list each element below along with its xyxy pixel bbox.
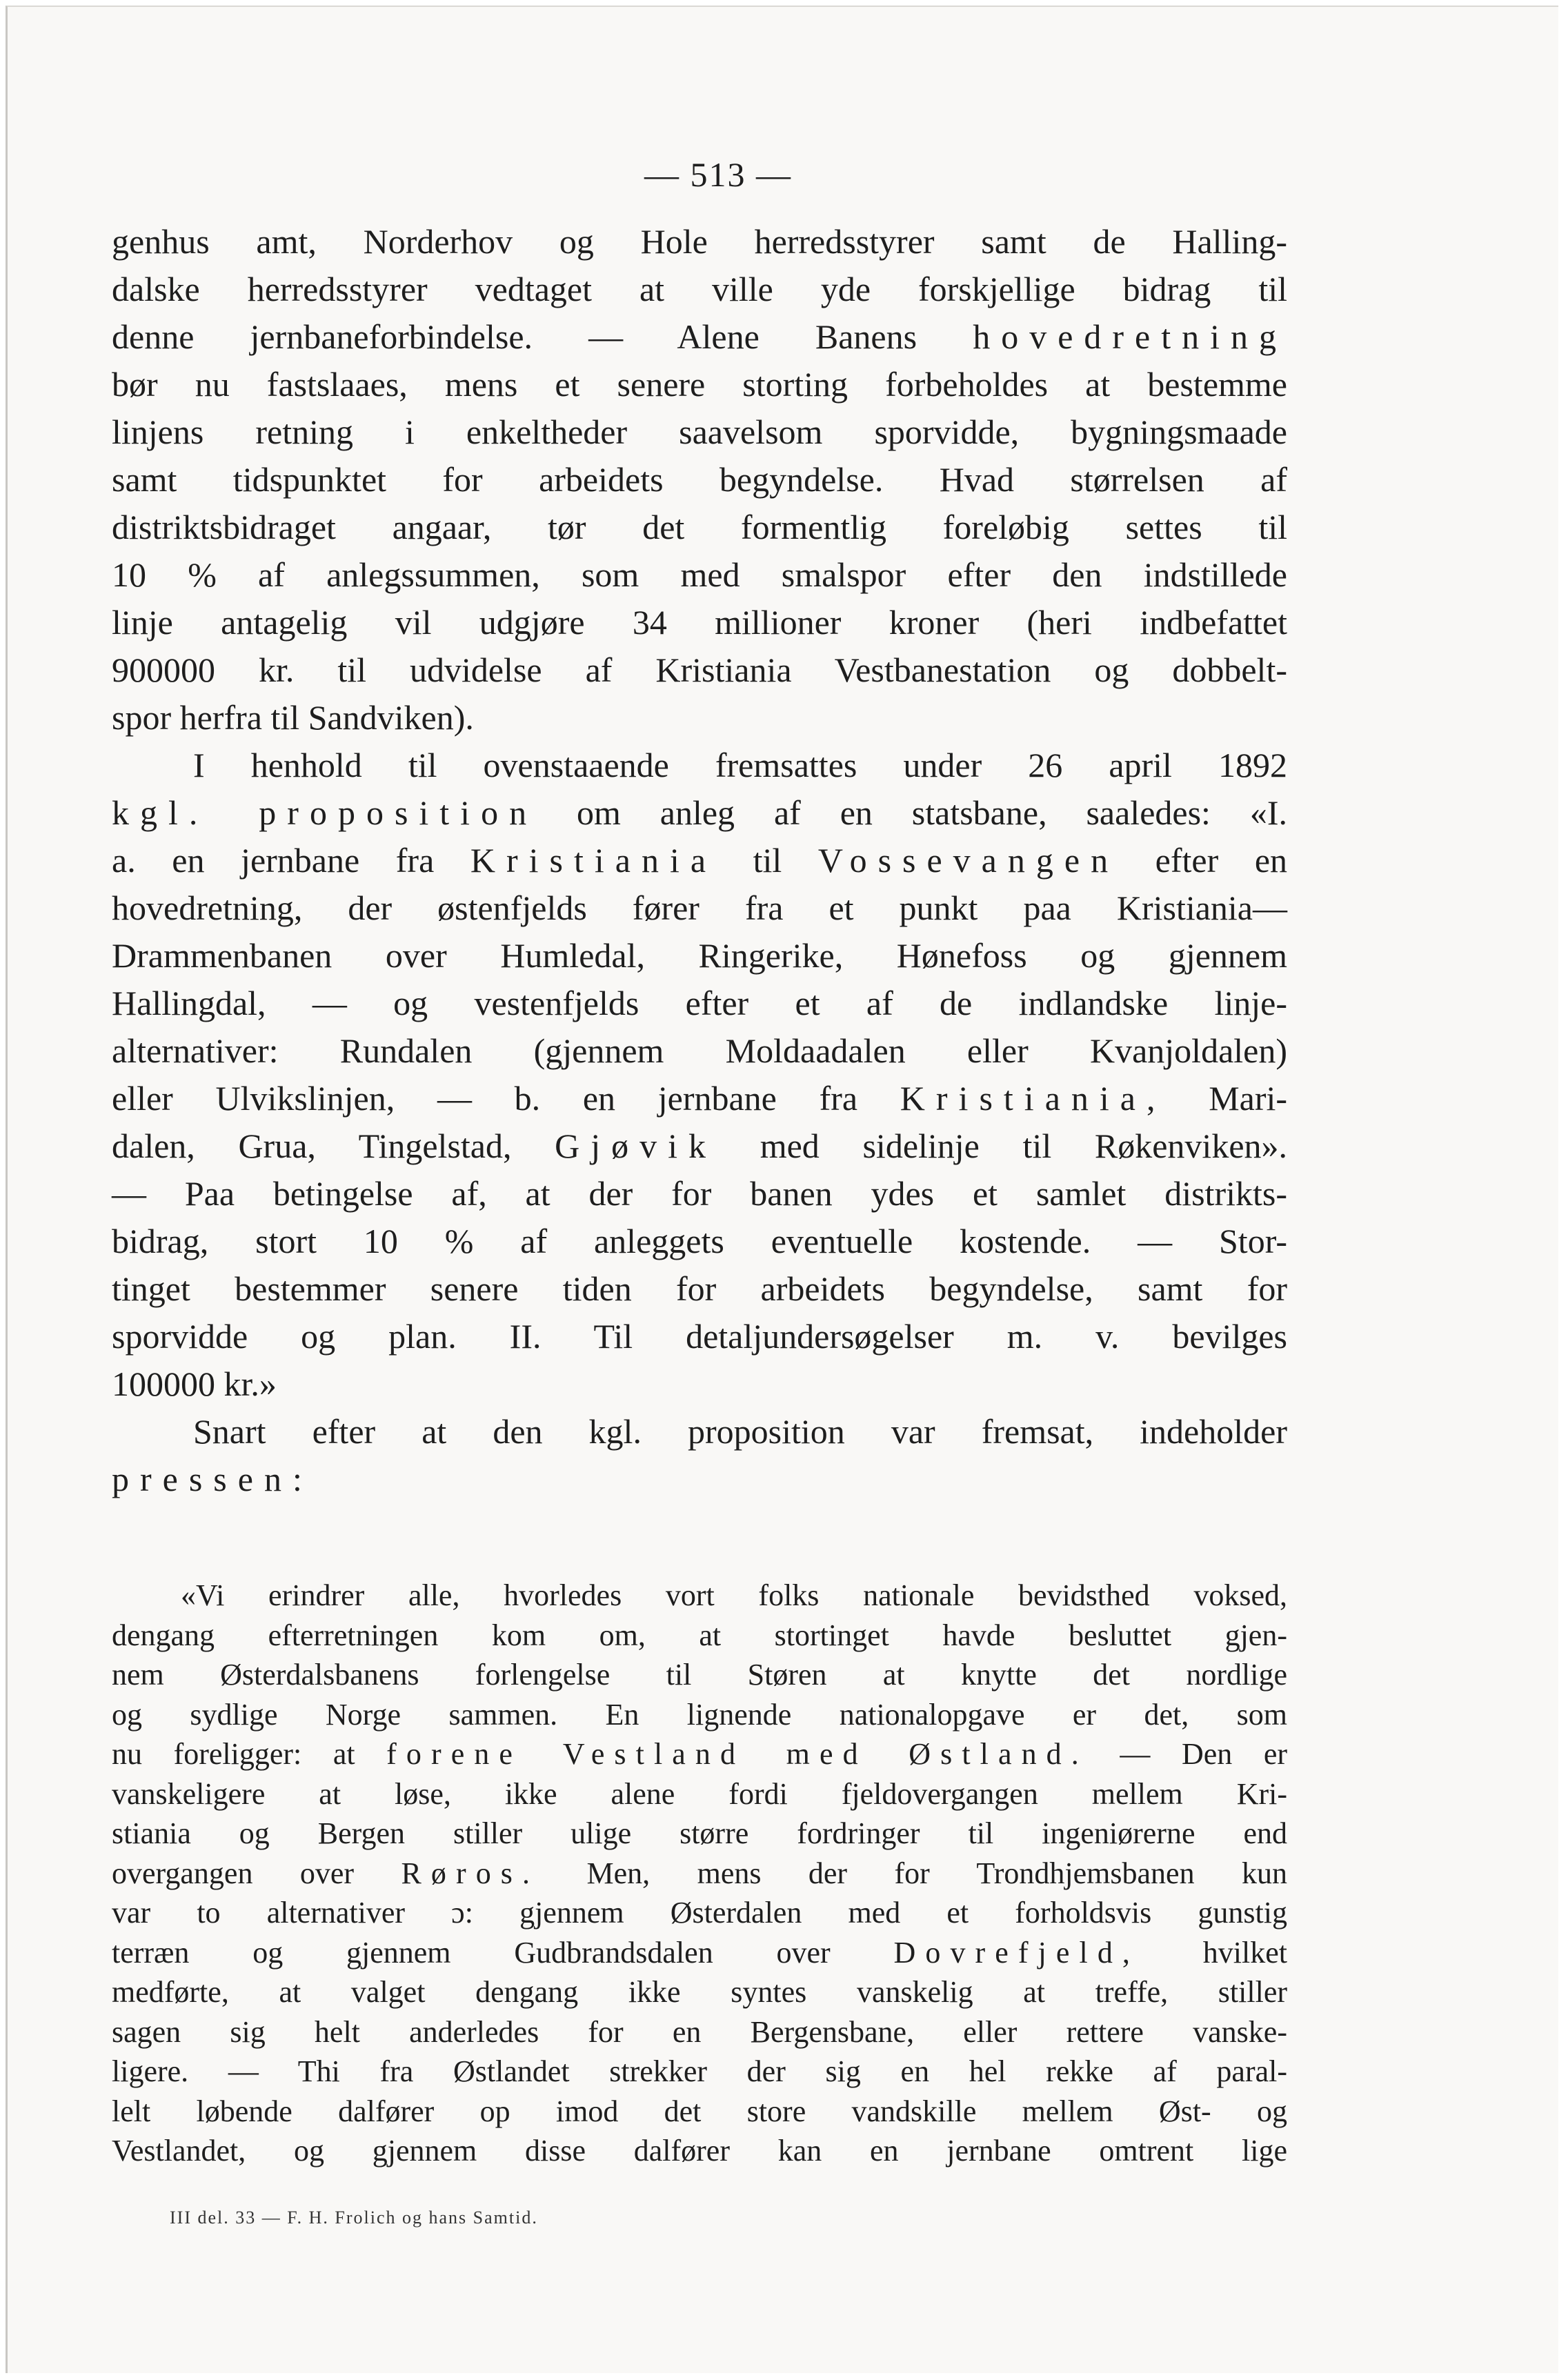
quote-line: nem Østerdalsbanens forlengelse til Støren at knytte det nordlige <box>112 1658 1287 1692</box>
page-footer: III del. 33 — F. H. Frolich og hans Samtid. <box>170 2208 538 2228</box>
text-line: spor herfra til Sandviken). <box>112 698 474 737</box>
text-fragment: hvilket <box>1202 1935 1287 1970</box>
quote-line <box>112 1734 1287 1774</box>
quote-line: stiania og Bergen stiller ulige større fordringer til ingeniørerne end <box>112 1816 1287 1850</box>
paragraph-3 <box>112 1408 1287 1503</box>
spaced-emphasis: Kristiania, <box>900 1079 1167 1118</box>
spaced-emphasis: kgl. proposition <box>112 793 538 832</box>
quote-line <box>112 1854 1287 1894</box>
spaced-emphasis: pressen: <box>112 1460 313 1498</box>
quote-line: «Vi erindrer alle, hvorledes vort folks nationale bevidsthed voksed, <box>181 1578 1287 1612</box>
text-fragment: dalen, Grua, Tingelstad, <box>112 1127 512 1165</box>
text-line: sporvidde og plan. II. Til detaljundersøgelser m. v. bevilges <box>112 1317 1287 1356</box>
quote-line: Vestlandet, og gjennem disse dalfører kan en jernbane omtrent lige <box>112 2134 1287 2168</box>
text-line <box>112 789 1287 837</box>
text-fragment: om anleg af en statsbane, saaledes: «I. <box>576 793 1287 832</box>
text-fragment: med sidelinje til Røkenviken». <box>760 1127 1288 1165</box>
text-line: samt tidspunktet for arbeidets begyndelse. Hvad størrelsen af <box>112 460 1287 499</box>
quote-line: sagen sig helt anderledes for en Bergensbane, eller rettere vanske- <box>112 2014 1287 2049</box>
spaced-emphasis: forene Vestland med Østland. <box>386 1737 1089 1771</box>
page-number: — 513 — <box>644 155 792 194</box>
quote-line: var to alternativer ɔ: gjennem Østerdalen med et forholdsvis gunstig <box>112 1896 1287 1930</box>
text-line: I henhold til ovenstaaende fremsattes under 26 april 1892 <box>193 746 1287 784</box>
text-fragment: a. en jernbane fra <box>112 841 435 880</box>
text-line: distriktsbidraget angaar, tør det formentlig foreløbig settes til <box>112 508 1287 546</box>
text-line: linje antagelig vil udgjøre 34 millioner kroner (heri indbefattet <box>112 603 1287 642</box>
text-fragment: efter en <box>1155 841 1288 880</box>
quote-line: ligere. — Thi fra Østlandet strekker der sig en hel rekke af paral- <box>112 2054 1287 2088</box>
quote-line: og sydlige Norge sammen. En lignende nationalopgave er det, som <box>112 1697 1287 1732</box>
quote-line: dengang efterretningen kom om, at stortinget havde besluttet gjen- <box>112 1618 1287 1652</box>
quote-line: vanskeligere at løse, ikke alene fordi fjeldovergangen mellem Kri- <box>112 1776 1287 1811</box>
text-line <box>112 313 1287 361</box>
text-line: 10 % af anlegssummen, som med smalspor efter den indstillede <box>112 555 1287 594</box>
text-line: dalske herredsstyrer vedtaget at ville yde forskjellige bidrag til <box>112 270 1287 308</box>
quote-line <box>112 1933 1287 1973</box>
quote-line: lelt løbende dalfører op imod det store vandskille mellem Øst- og <box>112 2094 1287 2128</box>
body-text <box>112 218 1287 1503</box>
spaced-emphasis: Røros. <box>401 1856 540 1890</box>
spaced-emphasis: Kristiania <box>470 841 717 880</box>
text-fragment: Mari- <box>1209 1079 1288 1118</box>
text-line <box>112 1122 1287 1170</box>
spaced-emphasis: hovedretning <box>973 317 1288 356</box>
text-line: bidrag, stort 10 % af anleggets eventuelle kostende. — Stor- <box>112 1222 1287 1260</box>
text-line: Snart efter at den kgl. proposition var fremsat, indeholder <box>193 1412 1287 1451</box>
paragraph-2 <box>112 742 1287 1408</box>
text-line: — Paa betingelse af, at der for banen ydes et samlet distrikts- <box>112 1174 1287 1213</box>
text-fragment: terræn og gjennem Gudbrandsdalen over <box>112 1935 831 1970</box>
spaced-emphasis: Gjøvik <box>555 1127 717 1165</box>
text-line: 100000 kr.» <box>112 1365 277 1403</box>
text-line: 900000 kr. til udvidelse af Kristiania Vestbanestation og dobbelt- <box>112 651 1287 689</box>
text-fragment: nu foreligger: at <box>112 1737 355 1771</box>
text-line: alternativer: Rundalen (gjennem Moldaadalen eller Kvanjoldalen) <box>112 1031 1287 1070</box>
text-fragment: denne jernbaneforbindelse. — Alene Banens <box>112 317 917 356</box>
text-line: Drammenbanen over Humledal, Ringerike, Hønefoss og gjennem <box>112 936 1287 975</box>
text-line: Hallingdal, — og vestenfjelds efter et af de indlandske linje- <box>112 984 1287 1022</box>
paragraph-1 <box>112 218 1287 742</box>
text-line <box>112 837 1287 884</box>
text-line: linjens retning i enkeltheder saavelsom sporvidde, bygningsmaade <box>112 413 1287 451</box>
text-line <box>112 1075 1287 1122</box>
quoted-press-excerpt <box>112 1576 1287 2171</box>
spaced-emphasis: Vossevangen <box>817 841 1120 880</box>
text-fragment: eller Ulvikslinjen, — b. en jernbane fra <box>112 1079 858 1118</box>
text-line: hovedretning, der østenfjelds fører fra et punkt paa Kristiania— <box>112 889 1287 927</box>
text-fragment: overgangen over <box>112 1856 355 1890</box>
spaced-emphasis: Dovrefjeld, <box>893 1935 1140 1970</box>
text-line: genhus amt, Norderhov og Hole herredsstyrer samt de Halling- <box>112 222 1287 261</box>
text-fragment: til <box>753 841 782 880</box>
text-line: bør nu fastslaaes, mens et senere storting forbeholdes at bestemme <box>112 365 1287 404</box>
text-fragment: Men, mens der for Trondhjemsbanen kun <box>586 1856 1287 1890</box>
text-fragment: — Den er <box>1120 1737 1288 1771</box>
quote-line: medførte, at valget dengang ikke syntes vanskelig at treffe, stiller <box>112 1975 1287 2009</box>
text-line: tinget bestemmer senere tiden for arbeidets begyndelse, samt for <box>112 1269 1287 1308</box>
